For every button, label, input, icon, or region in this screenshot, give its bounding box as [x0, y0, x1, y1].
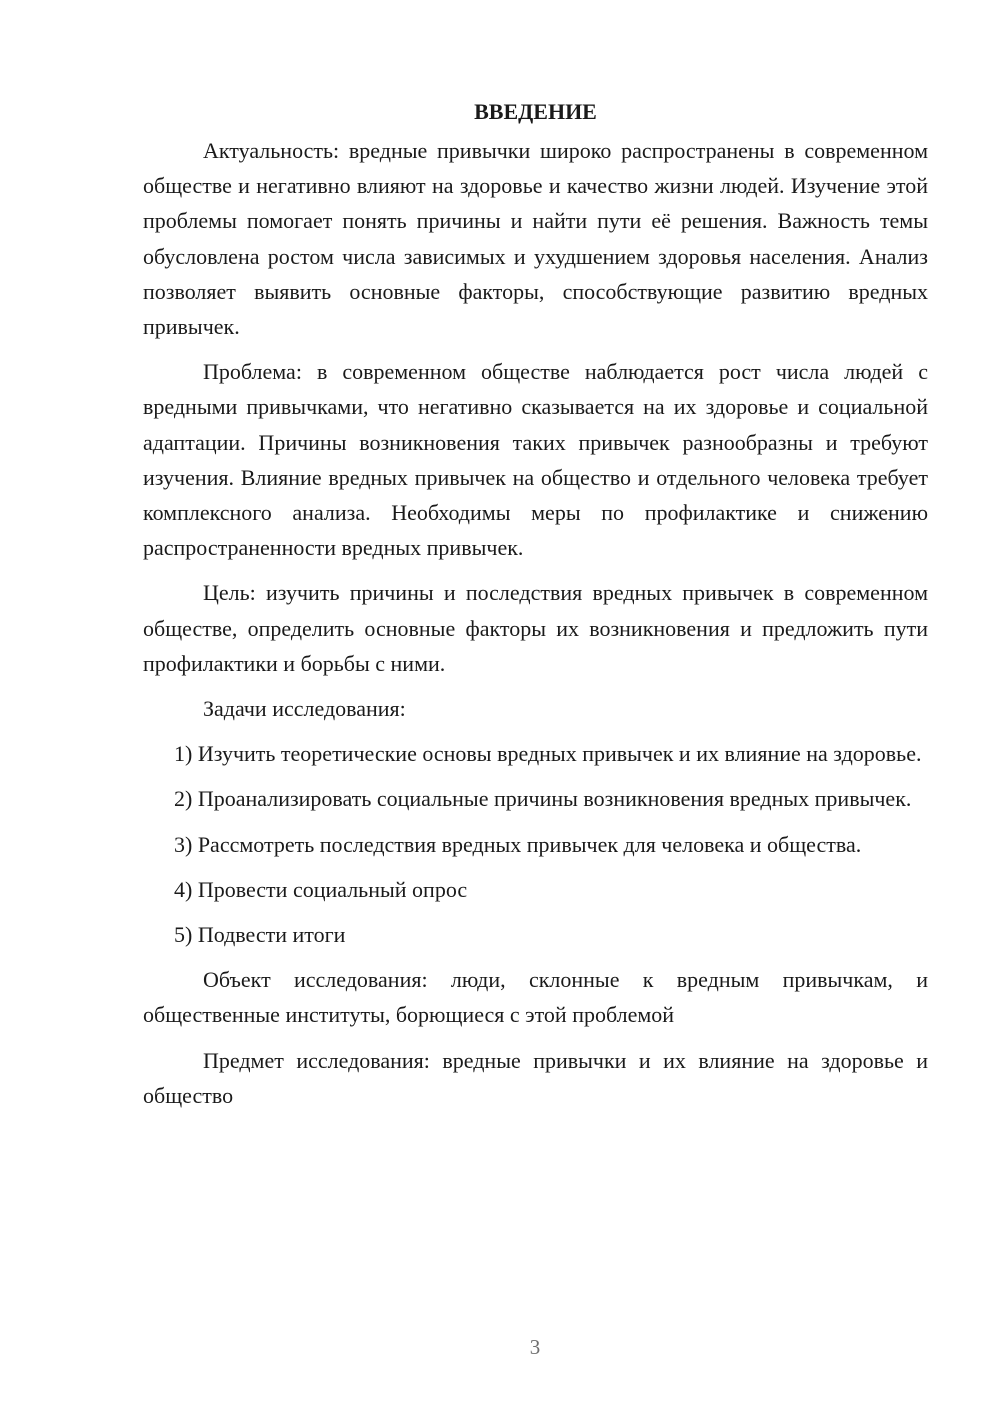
tasks-heading: Задачи исследования: [203, 696, 406, 722]
task-item-5: 5) Подвести итоги [174, 922, 346, 948]
page-number: 3 [529, 1335, 541, 1359]
task-item-2: 2) Проанализировать социальные причины возникновения вредных привычек. [174, 786, 912, 812]
task-item-3: 3) Рассмотреть последствия вредных привычек для человека и общества. [174, 831, 862, 857]
page-content [143, 94, 928, 1123]
subject-paragraph: Предмет исследования: вредные привычки и их влияние на здоровье и общество [143, 1047, 928, 1108]
object-paragraph: Объект исследования: люди, склонные к вредным привычкам, и общественные институты, борющиеся с этой проблемой [143, 967, 928, 1028]
task-item-1: 1) Изучить теоретические основы вредных привычек и их влияние на здоровье. [174, 741, 922, 767]
problem-paragraph: Проблема: в современном обществе наблюдается рост числа людей с вредными привычками, что негативно сказывается на их здоровье и социальной адаптации. Причины возникновения таких привычек разнообразны и требуют изучения. Влияние вредных привычек на общество и отдельного человека требует комплексного анализа. Необходимы меры по профилактике и снижению распространенности вредных привычек. [143, 359, 928, 561]
relevance-paragraph: Актуальность: вредные привычки широко распространены в современном обществе и негативно влияют на здоровье и качество жизни людей. Изучение этой проблемы помогает понять причины и найти пути её решения. Важность темы обусловлена ростом числа зависимых и ухудшением здоровья населения. Анализ позволяет выявить основные факторы, способствующие развитию вредных привычек. [143, 138, 928, 340]
goal-paragraph: Цель: изучить причины и последствия вредных привычек в современном обществе, определить основные факторы их возникновения и предложить пути профилактики и борьбы с ними. [143, 580, 928, 676]
section-title: ВВЕДЕНИЕ [474, 99, 597, 124]
task-item-4: 4) Провести социальный опрос [174, 876, 468, 902]
